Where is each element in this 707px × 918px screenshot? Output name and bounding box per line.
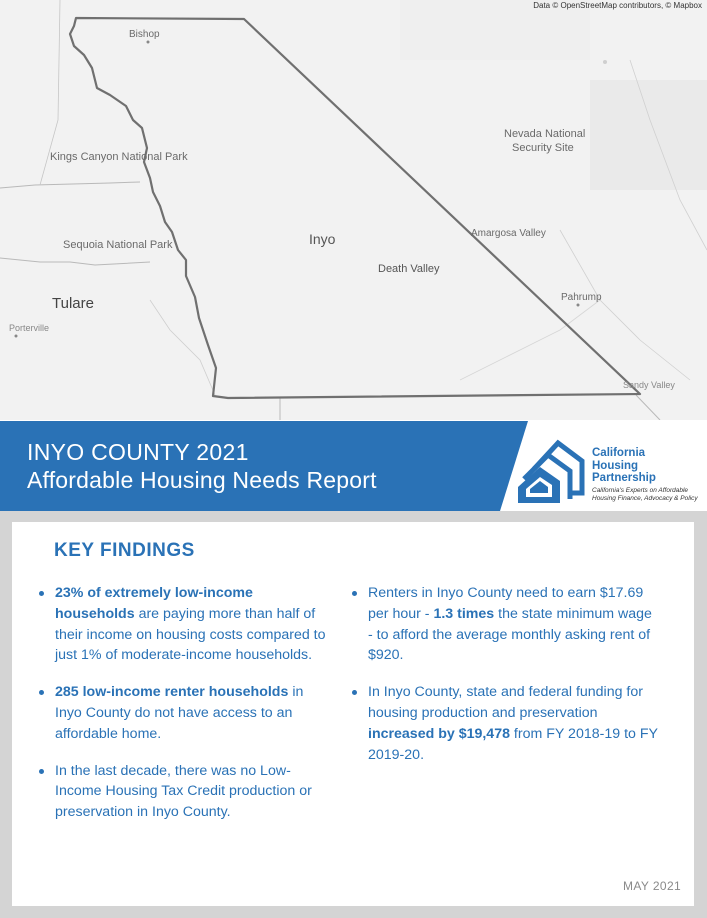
finding-item — [55, 682, 330, 744]
label-pahrump: Pahrump — [561, 292, 602, 303]
findings-column-right — [368, 583, 658, 781]
map-dot — [603, 60, 607, 64]
report-title-line1: INYO COUNTY 2021 — [27, 439, 249, 465]
finding-4-text-pre: Renters in Inyo County need to earn $17.69 per hour - — [368, 585, 644, 622]
map-attribution: Data © OpenStreetMap contributors, © Mapbox — [533, 1, 702, 10]
label-sandy-valley: Sandy Valley — [623, 380, 675, 390]
logo-tagline-1: California's Experts on Affordable — [592, 486, 689, 494]
bishop-dot — [147, 41, 150, 44]
finding-item — [368, 682, 658, 765]
title-banner — [0, 421, 528, 511]
logo-name-1: California — [592, 447, 646, 459]
finding-2-text: in Inyo County do not have access to an affordable home. — [55, 684, 304, 742]
map-svg — [0, 0, 707, 420]
finding-4-highlight: 1.3 times — [433, 605, 495, 622]
label-nevada-site-1: Nevada National — [504, 128, 586, 140]
finding-1-highlight: 23% of extremely low-income households — [55, 585, 253, 622]
finding-item — [55, 583, 330, 666]
pahrump-dot — [577, 304, 580, 307]
finding-5-text-post: from FY 2018-19 to FY 2019-20. — [368, 725, 658, 763]
label-inyo: Inyo — [309, 231, 336, 247]
label-nevada-site-2: Security Site — [512, 142, 574, 154]
logo-area — [500, 421, 707, 511]
logo-name-3: Partnership — [592, 472, 656, 484]
label-bishop: Bishop — [129, 29, 160, 40]
logo-tagline-2: Housing Finance, Advocacy & Policy — [592, 494, 698, 502]
finding-5-text-pre: In Inyo County, state and federal funding for housing production and preservation — [368, 684, 643, 721]
label-porterville: Porterville — [9, 323, 50, 333]
finding-item — [368, 583, 658, 666]
porterville-dot — [15, 335, 18, 338]
finding-1-text: are paying more than half of their income on housing costs compared to just 1% of moderate-income households. — [55, 605, 326, 664]
finding-2-highlight: 285 low-income renter households — [55, 684, 289, 701]
county-map — [0, 0, 707, 420]
report-date: MAY 2021 — [623, 879, 682, 893]
logo-name-2: Housing — [592, 459, 638, 472]
finding-item — [55, 761, 330, 823]
label-death-valley: Death Valley — [378, 263, 440, 275]
report-title-line2: Affordable Housing Needs Report — [27, 467, 377, 493]
label-tulare: Tulare — [52, 295, 94, 312]
label-amargosa: Amargosa Valley — [471, 228, 546, 239]
findings-column-left — [55, 583, 330, 839]
label-kings-canyon: Kings Canyon National Park — [50, 151, 188, 163]
finding-3-text: In the last decade, there was no Low-Income Housing Tax Credit production or preservation in Inyo County. — [55, 762, 312, 821]
label-sequoia: Sequoia National Park — [63, 239, 173, 251]
chp-logo-text — [592, 447, 704, 503]
key-findings-heading: KEY FINDINGS — [54, 540, 195, 561]
finding-4-text-post: the state minimum wage - to afford the average monthly asking rent of $920. — [368, 605, 652, 664]
finding-5-highlight: increased by $19,478 — [368, 725, 510, 742]
